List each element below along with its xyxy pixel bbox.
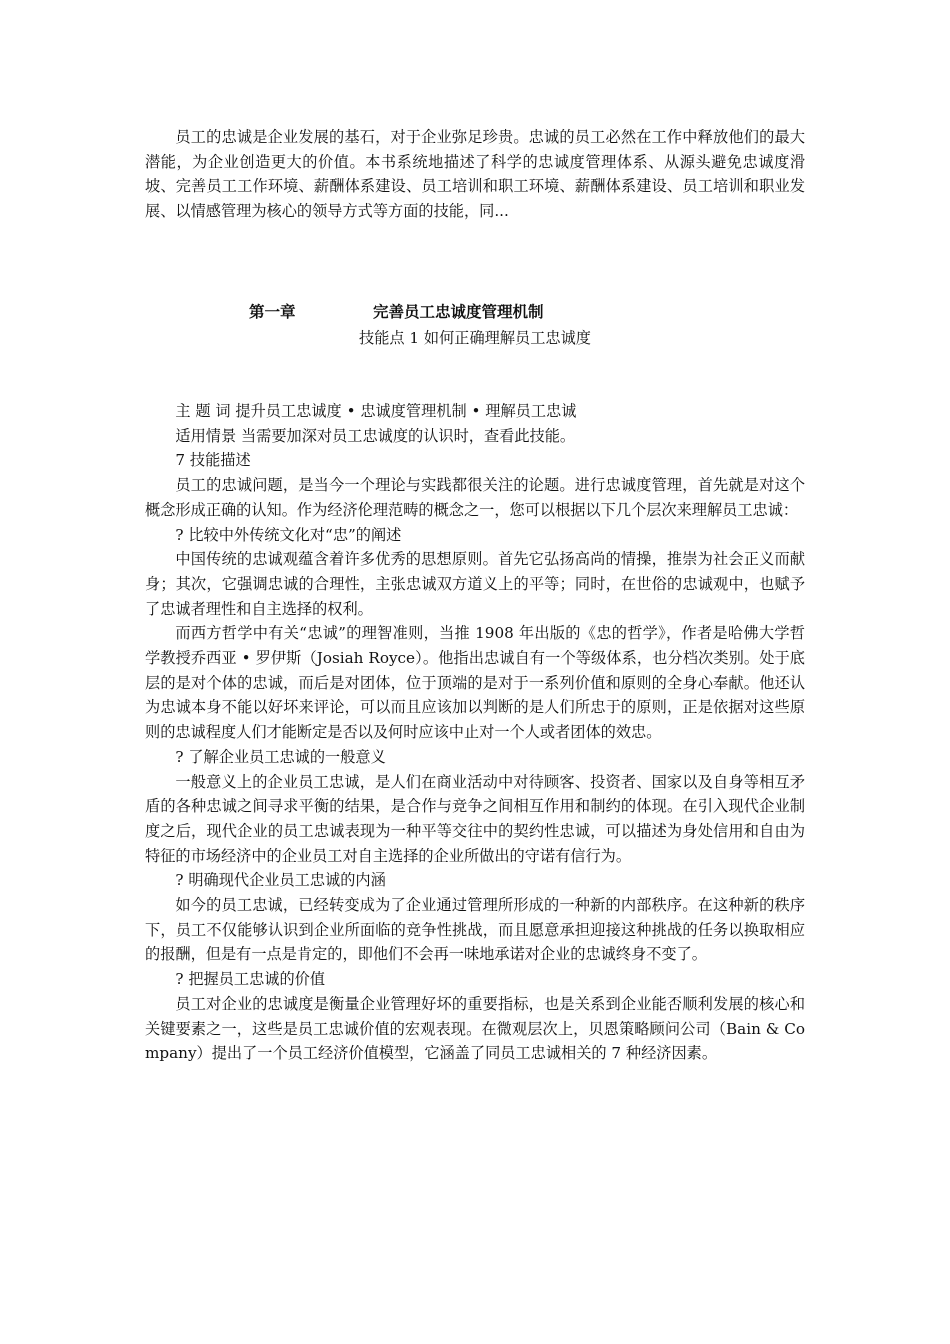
subheading: ? 比较中外传统文化对“忠”的阐述 [175,525,402,544]
body-paragraph: 中国传统的忠诚观蕴含着许多优秀的思想原则。首先它弘扬高尚的情操，推崇为社会正义而献身；其次，它强调忠诚的合理性，主张忠诚双方道义上的平等；同时，在世俗的忠诚观中，也赋予了忠诚者理性和自主选择的权利。 [145,550,805,618]
intro-section [145,125,805,224]
body-paragraph: 如今的员工忠诚，已经转变成为了企业通过管理所形成的一种新的内部秩序。在这种新的秩序下，员工不仅能够认识到企业所面临的竞争性挑战，而且愿意承担迎接这种挑战的任务以换取相应的报酬，但是有一点是肯定的，即他们不会再一味地承诺对企业的忠诚终身不变了。 [145,896,805,964]
subheading: ? 了解企业员工忠诚的一般意义 [175,747,386,766]
chapter-number: 第一章 [249,302,296,321]
subheading: ? 把握员工忠诚的价值 [175,970,326,989]
keywords-line: 主 题 词 提升员工忠诚度 • 忠诚度管理机制 • 理解员工忠诚 [175,402,577,420]
scenario-line: 适用情景 当需要加深对员工忠诚度的认识时，查看此技能。 [175,426,576,445]
subheading: ? 明确现代企业员工忠诚的内涵 [175,871,386,890]
body-section [145,399,805,1066]
intro-paragraph: 员工的忠诚是企业发展的基石，对于企业弥足珍贵。忠诚的员工必然在工作中释放他们的最大潜能，为企业创造更大的价值。本书系统地描述了科学的忠诚度管理体系、从源头避免忠诚度滑坡、完善员工工作环境、薪酬体系建设、员工培训和职工环境、薪酬体系建设、员工培训和职业发展、以情感管理为核心的领导方式等方面的技能，同... [145,128,805,221]
body-paragraph: 一般意义上的企业员工忠诚，是人们在商业活动中对待顾客、投资者、国家以及自身等相互矛盾的各种忠诚之间寻求平衡的结果，是合作与竞争之间相互作用和制约的体现。在引入现代企业制度之后，现代企业的员工忠诚表现为一种平等交往中的契约性忠诚，可以描述为身处信用和自由为特征的市场经济中的企业员工对自主选择的企业所做出的守诺有信行为。 [145,772,805,865]
skill-point-title: 技能点 1 如何正确理解员工忠诚度 [359,329,591,347]
chapter-title: 完善员工忠诚度管理机制 [373,302,544,321]
body-paragraph: 员工的忠诚问题，是当今一个理论与实践都很关注的论题。进行忠诚度管理，首先就是对这个概念形成正确的认知。作为经济伦理范畴的概念之一，您可以根据以下几个层次来理解员工忠诚： [145,476,805,519]
body-paragraph: 员工对企业的忠诚度是衡量企业管理好坏的重要指标，也是关系到企业能否顺利发展的核心和关键要素之一，这些是员工忠诚价值的宏观表现。在微观层次上，贝恩策略顾问公司（Bain & Company）提出了一个员工经济价值模型，它涵盖了同员工忠诚相关的 7 种经济因素。 [145,994,805,1063]
body-paragraph: 而西方哲学中有关“忠诚”的理智准则，当推 1908 年出版的《忠的哲学》，作者是哈佛大学哲学教授乔西亚 • 罗伊斯（Josiah Royce）。他指出忠诚自有一个等级体系，也分档次类别。处于底层的是对个体的忠诚，而后是对团体，位于顶端的是对于一系列价值和原则的全身心奉献。他还认为忠诚本身不能以好坏来评论，可以而且应该加以判断的是人们所忠于的原则，正是依据对这些原则的忠诚程度人们才能断定是否以及何时应该中止对一个人或者团体的效忠。 [145,624,805,742]
skill-description-heading: 7 技能描述 [175,451,251,470]
